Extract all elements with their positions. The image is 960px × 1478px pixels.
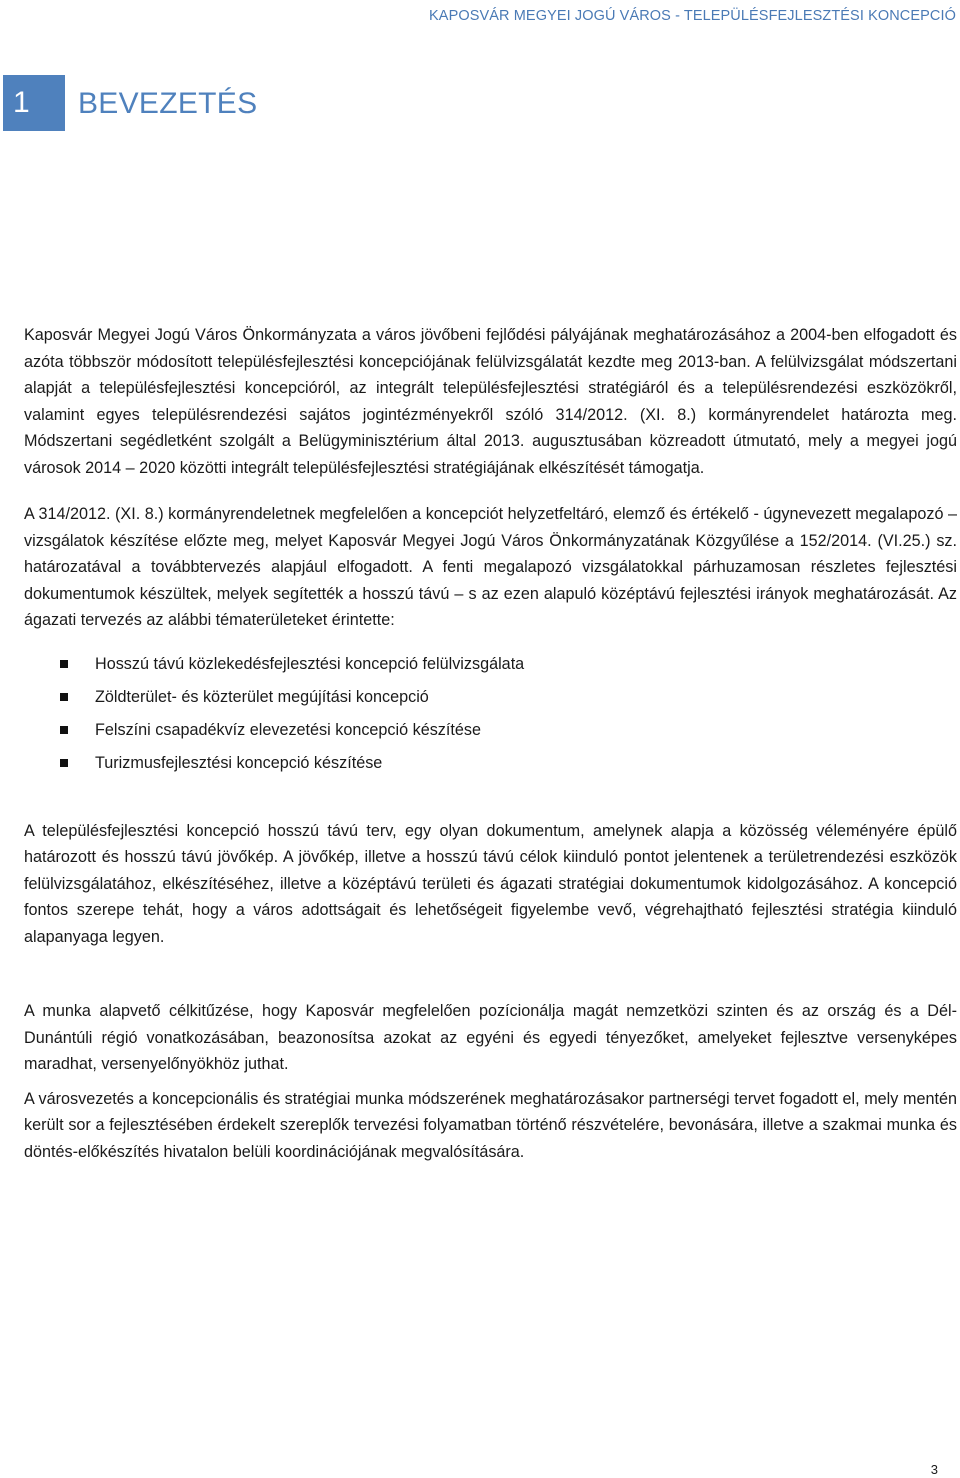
page-number: 3 [930,1462,938,1477]
running-header: KAPOSVÁR MEGYEI JOGÚ VÁROS - TELEPÜLÉSFEJLESZTÉSI KONCEPCIÓ [429,8,956,24]
chapter-number: 1 [3,75,65,131]
topic-list [24,648,957,780]
list-item-label: Felszíni csapadékvíz elevezetési koncepció készítése [95,720,481,739]
list-item-label: Zöldterület- és közterület megújítási koncepció [95,687,429,706]
list-item-label: Hosszú távú közlekedésfejlesztési koncepció felülvizsgálata [95,654,525,673]
chapter-title: BEVEZETÉS [78,87,258,120]
square-bullet-icon [60,726,68,734]
list-item [24,714,957,747]
paragraph-objective: A munka alapvető célkitűzése, hogy Kaposvár megfelelően pozícionálja magát nemzetközi szinten és az ország és a Dél-Dunántúli régió vonatkozásában, beazonosítsa azokat az egyéni és egyedi tényezőket, amelyeket fejlesztve versenyképes maradhat, versenyelőnyökhöz juthat. [24,1002,957,1073]
list-item-label: Turizmusfejlesztési koncepció készítése [95,753,383,772]
document-body [24,322,957,1165]
list-item [24,681,957,714]
list-item [24,648,957,681]
square-bullet-icon [60,759,68,767]
square-bullet-icon [60,660,68,668]
list-item [24,747,957,780]
paragraph-intro: Kaposvár Megyei Jogú Város Önkormányzata a város jövőbeni fejlődési pályájának meghatározásához a 2004-ben elfogadott és azóta többször módosított településfejlesztési koncepciójának felülvizsgálatát kezdte meg 2013-ban. A felülvizsgálat módszertani alapját a településfejlesztési koncepcióról, az integrált településfejlesztési stratégiáról és a településrendezési eszközökről, valamint egyes településrendezési sajátos jogintézményekről szóló 314/2012. (XI. 8.) kormányrendelet határozta meg. Módszertani segédletként szolgált a Belügyminisztérium által 2013. augusztusában közreadott útmutató, mely a megyei jogú városok 2014 – 2020 közötti integrált településfejlesztési stratégiájának elkészítését támogatja. [24,326,957,477]
square-bullet-icon [60,693,68,701]
paragraph-methodology: A 314/2012. (XI. 8.) kormányrendeletnek megfelelően a koncepciót helyzetfeltáró, elemző és értékelő - úgynevezett megalapozó – vizsgálatok készítése előzte meg, melyet Kaposvár Megyei Jogú Város Önkormányzatának Közgyűlése a 152/2014. (VI.25.) sz. határozatával a továbbtervezés alapjául elfogadott. A fenti megalapozó vizsgálatokkal párhuzamosan részletes fejlesztési dokumentumok készültek, melyek segítették a hosszú távú – s az ezen alapuló középtávú fejlesztési irányok meghatározását. Az ágazati tervezés az alábbi tématerületeket érintette: [24,505,957,629]
paragraph-partnership: A városvezetés a koncepcionális és stratégiai munka módszerének meghatározásakor partnerségi tervet fogadott el, mely mentén került sor a fejlesztésében érdekelt szereplők tervezési folyamatban történő részvételére, bevonására, illetve a szakmai munka és döntés-előkészítés hivatalon belüli koordinációjának megvalósítására. [24,1089,957,1161]
chapter-heading [0,75,960,131]
paragraph-concept: A településfejlesztési koncepció hosszú távú terv, egy olyan dokumentum, amelynek alapja a közösség véleményére épülő határozott és hosszú távú jövőkép. A jövőkép, illetve a hosszú távú célok kiinduló pontot jelentenek a területrendezési eszközök felülvizsgálatához, elkészítéséhez, illetve a középtávú területi és ágazati stratégiai dokumentumok kidolgozásához. A koncepció fontos szerepe tehát, hogy a város adottságait és lehetőségeit figyelembe vevő, végrehajtható fejlesztési stratégia kiinduló alapanyaga legyen. [24,821,957,946]
